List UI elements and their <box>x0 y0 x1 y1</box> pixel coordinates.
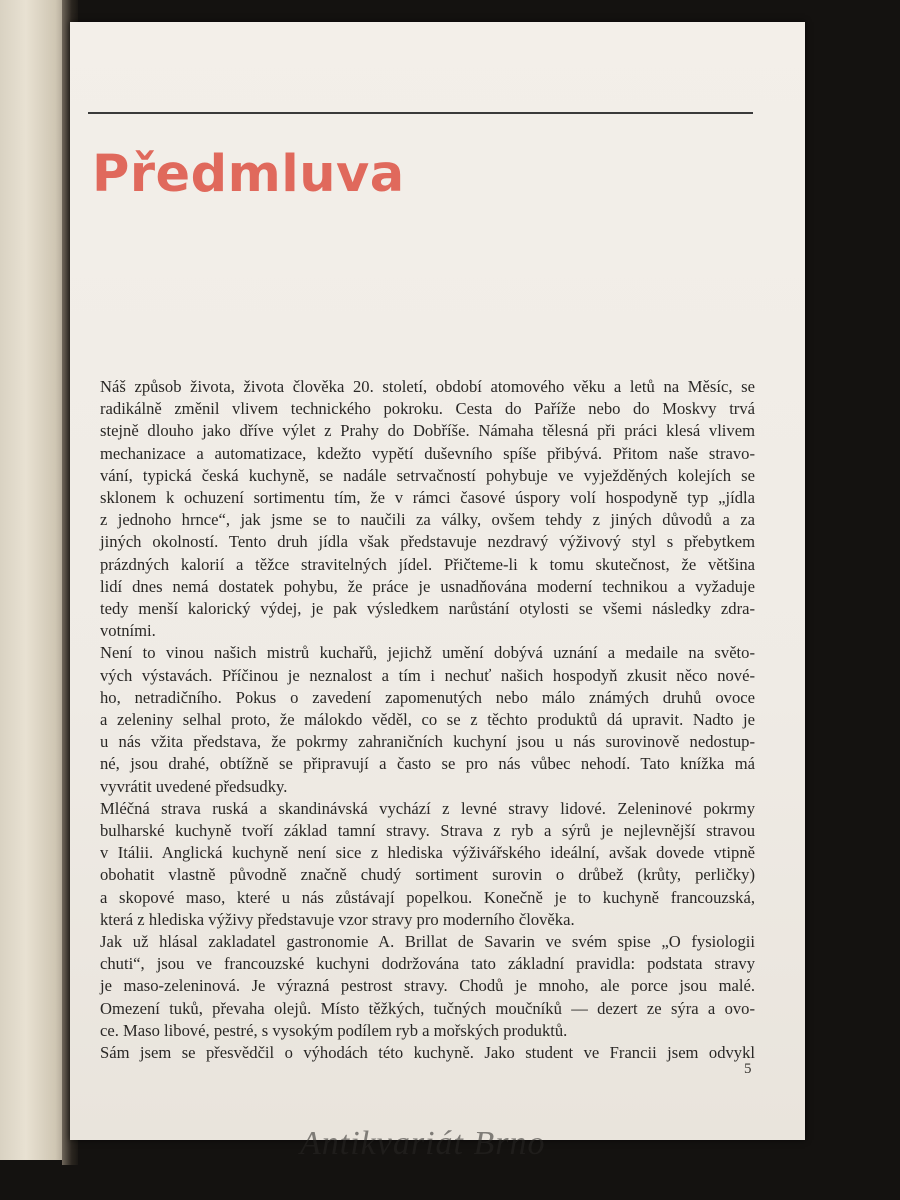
text-line: Mléčná strava ruská a skandinávská vychází z levné stravy lidové. Zeleninové pokrmy <box>100 798 755 818</box>
text-line: lidí dnes nemá dostatek pohybu, že práce je usnadňována moderní technikou a vyžaduje <box>100 576 755 596</box>
text-line: sklonem k ochuzení sortimentu tím, že v rámci časové úspory volí hospodyně typ „jídla <box>100 488 755 508</box>
text-line: chuti“, jsou ve francouzské kuchyni dodržována tato základní pravidla: podstata stravy <box>100 954 755 974</box>
text-line: Náš způsob života, života člověka 20. století, období atomového věku a letů na Měsíc, se <box>100 377 755 396</box>
text-line: votními. <box>100 621 156 641</box>
text-line: Jak už hlásal zakladatel gastronomie A. Brillat de Savarin ve svém spise „O fysiologii <box>100 932 755 952</box>
text-line: vání, typická česká kuchyně, se nadále setrvačností pohybuje ve vyježděných kolejích se <box>100 465 755 485</box>
text-line: jiných okolností. Tento druh jídla však představuje nezdravý výživový styl s přebytkem <box>100 532 755 552</box>
text-line: prázdných kalorií a těžce stravitelných jídel. Přičteme-li k tomu skutečnost, že většina <box>100 554 755 574</box>
text-line: obohatit vlastně původně značně chudý sortiment surovin o drůbež (krůty, perličky) <box>100 865 755 885</box>
text-line: ho, netradičního. Pokus o zavedení zapomenutých nebo málo známých druhů ovoce <box>100 687 755 707</box>
text-line: která z hlediska výživy představuje vzor stravy pro moderního člověka. <box>100 909 575 929</box>
text-line: mechanizace a automatizace, kdežto vypětí duševního spíše přibývá. Přitom naše stravo- <box>100 443 755 463</box>
text-line: bulharské kuchyně tvoří základ tamní stravy. Strava z ryb a sýrů je nejlevnější stravou <box>100 821 755 841</box>
text-line: je maso-zeleninová. Je výrazná pestrost stravy. Chodů je mnoho, ale porce jsou malé. <box>100 976 755 996</box>
page-number: 5 <box>744 1061 752 1077</box>
text-line: vyvrátit uvedené předsudky. <box>100 776 288 796</box>
book-page <box>70 22 805 1140</box>
text-line: z jednoho hrnce“, jak jsme se to naučili za války, ovšem tehdy z jiných důvodů a za <box>100 510 755 530</box>
header-rule <box>88 112 753 114</box>
text-line: stejně dlouho jako dříve výlet z Prahy do Dobříše. Námaha tělesná při práci klesá vlivem <box>100 421 755 441</box>
text-line: Není to vinou našich mistrů kuchařů, jejichž umění dobývá uznání a medaile na světo- <box>100 643 755 663</box>
text-line: ce. Maso libové, pestré, s vysokým podílem ryb a mořských produktů. <box>100 1020 568 1040</box>
text-line: Omezení tuků, převaha olejů. Místo těžkých, tučných moučníků — dezert ze sýra a ovo- <box>100 998 755 1018</box>
text-line: né, jsou drahé, obtížně se připravují a často se pro nás vůbec nehodí. Tato knížka má <box>100 754 755 774</box>
text-line: u nás vžita představa, že pokrmy zahraničních kuchyní jsou u nás surovinově nedostup- <box>100 732 755 752</box>
body-text <box>100 376 755 1064</box>
text-line: Sám jsem se přesvědčil o výhodách této kuchyně. Jako student ve Francii jsem odvykl <box>100 1043 755 1063</box>
text-line: vých výstavách. Příčinou je neznalost a tím i nechuť našich hospodyň zkusit něco nové- <box>100 665 755 685</box>
text-line: v Itálii. Anglická kuchyně není sice z hlediska výživářského ideální, avšak dovede vtipně <box>100 843 755 863</box>
text-line: radikálně změnil vlivem technického pokroku. Cesta do Paříže nebo do Moskvy trvá <box>100 399 755 419</box>
watermark: Antikvariát Brno <box>300 1125 546 1162</box>
chapter-title: Předmluva <box>92 145 405 204</box>
text-line: tedy menší kalorický výdej, je pak výsledkem narůstání otylosti se všemi následky zdra- <box>100 599 755 619</box>
text-line: a skopové maso, které u nás zůstávají popelkou. Konečně je to kuchyně francouzská, <box>100 887 755 907</box>
text-line: a zeleniny selhal proto, že málokdo věděl, co se z těchto produktů dá upravit. Nadto je <box>100 710 755 730</box>
